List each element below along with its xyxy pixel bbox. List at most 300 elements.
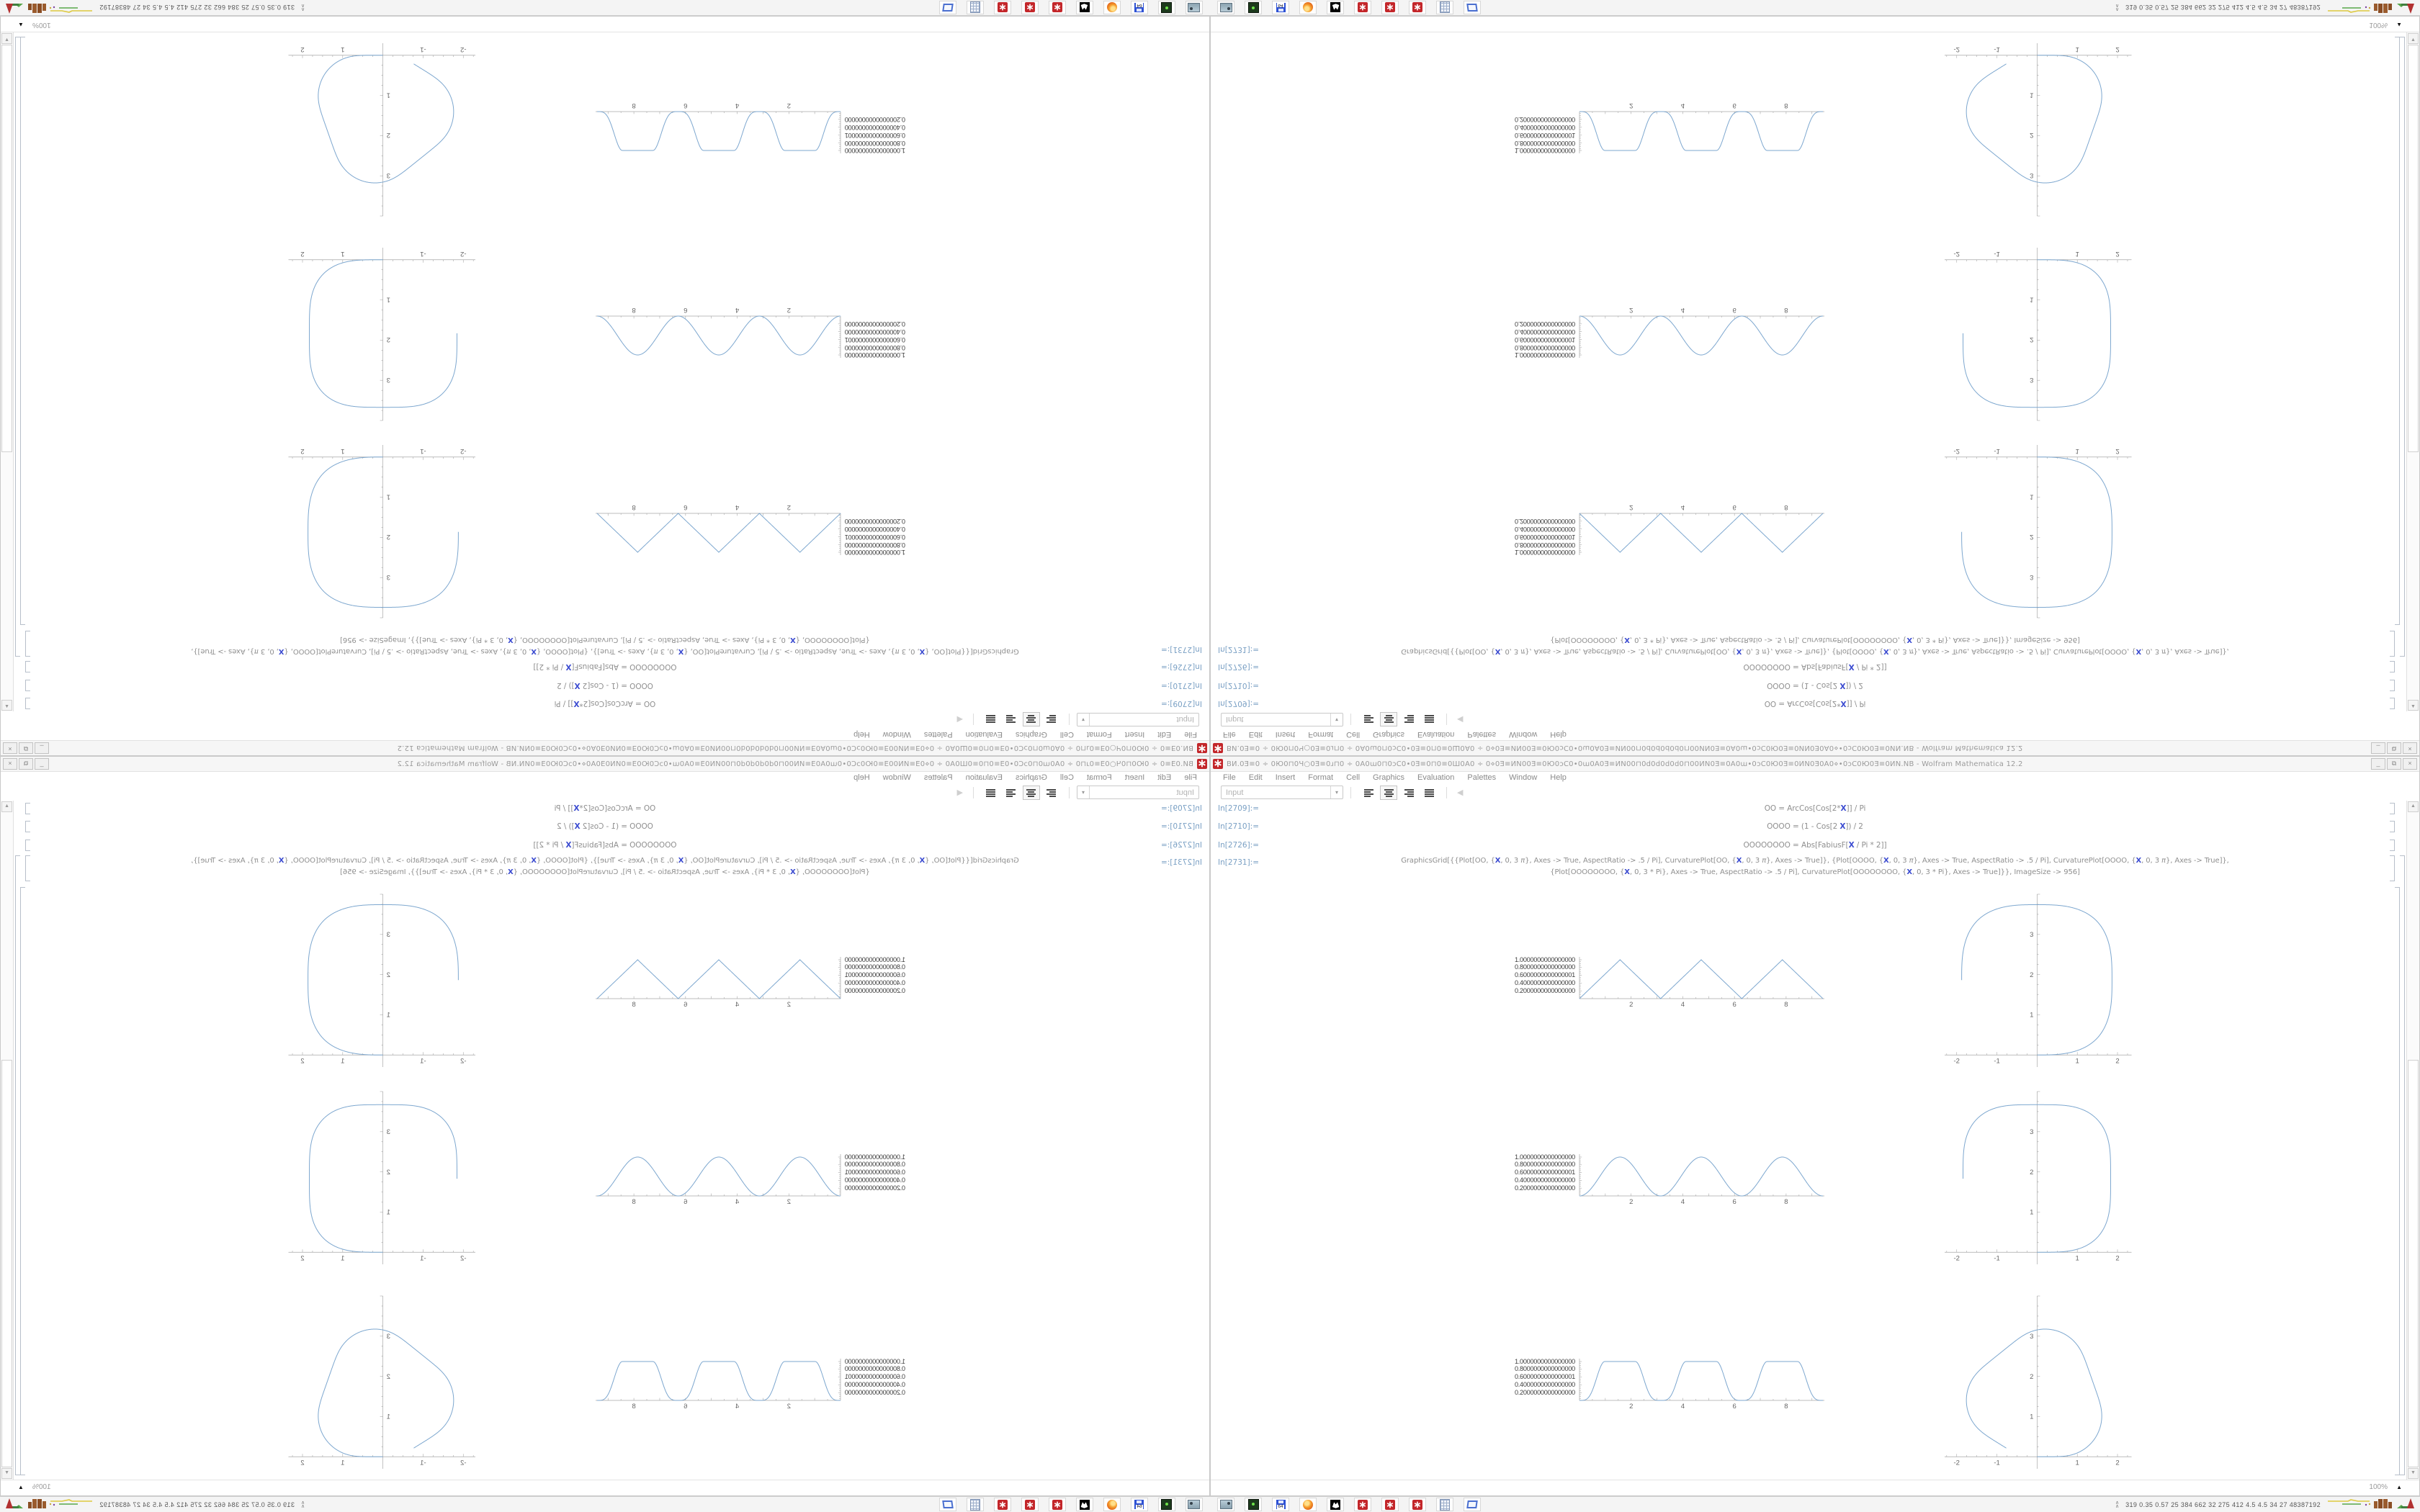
taskbar-button-screenshot-tool[interactable] — [1186, 1498, 1203, 1511]
scroll-down-icon[interactable]: ▼ — [1, 33, 12, 44]
system-monitor-graphs-icon — [1, 1495, 94, 1512]
mathematica-window — [0, 16, 1210, 756]
scrollbar-thumb[interactable] — [2408, 1060, 2419, 1467]
restore-button[interactable]: ⧉ — [2387, 742, 2401, 754]
notebook-content[interactable] — [1, 32, 1209, 711]
svg-text:3: 3 — [2030, 375, 2034, 384]
firefox-icon — [1107, 1500, 1117, 1510]
magnification-popup-icon[interactable]: ▲ — [2396, 1484, 2402, 1490]
taskbar-button-floppy-64[interactable] — [1131, 1, 1148, 14]
taskbar-button-wine-window[interactable] — [939, 1, 956, 14]
taskbar-button-calculator[interactable] — [967, 1, 984, 14]
align-right-icon — [1007, 716, 1016, 724]
curvature-plot — [284, 40, 479, 220]
wave-plot — [593, 305, 926, 361]
taskbar-button-mathematica-1[interactable] — [1354, 1498, 1371, 1511]
scroll-down-icon[interactable]: ▼ — [2408, 1468, 2419, 1479]
svg-text:1: 1 — [2075, 1254, 2079, 1263]
taskbar-button-mathematica-2[interactable] — [1021, 1498, 1039, 1511]
taskbar-button-mathematica-3[interactable] — [1409, 1, 1426, 14]
cell-style-dropdown[interactable] — [1221, 786, 1343, 799]
curvature-plot — [1941, 891, 2136, 1071]
align-center-button[interactable] — [1023, 786, 1040, 800]
window-statusbar — [1, 1480, 1209, 1495]
magnification-value[interactable]: 100% — [2369, 1483, 2388, 1491]
input-cell[interactable]: OO = ArcCos[Cos[2*X]] / Pi — [1764, 804, 1866, 813]
menu-palettes[interactable]: Palettes — [1467, 730, 1497, 739]
input-cell[interactable]: GraphicsGrid[{{Plot[OO, {X, 0, 3 π}, Axes -> True, AspectRatio -> .5 / Pi], CurvaturePlot[OO, {X, 0, 3 π}, Axes -> True]}, {Plot[OOOO, {X, 0, 3 π}, Axes -> True, AspectRatio -> .5 / Pi], CurvaturePlot[OOOO, {X, 0, 3 π}, Axes -> True]}, — [1401, 647, 2229, 655]
menu-graphics[interactable]: Graphics — [1373, 730, 1405, 739]
restore-button[interactable]: ⧉ — [19, 758, 33, 770]
menu-window[interactable]: Window — [1509, 773, 1538, 782]
cell-bracket[interactable] — [2390, 698, 2395, 709]
output-cell-bracket[interactable] — [2395, 887, 2400, 1475]
cell-bracket[interactable] — [2390, 680, 2395, 691]
output-cell-bracket[interactable] — [20, 887, 25, 1475]
svg-text:4: 4 — [735, 306, 740, 314]
taskbar-button-green-device[interactable] — [1158, 1, 1175, 14]
tray-expand-icon[interactable]: ∧ ∧ — [300, 3, 305, 12]
triangle-wave-plot — [593, 502, 845, 558]
tray-expand-icon[interactable]: ∧ ∧ — [2115, 3, 2120, 12]
notebook-content[interactable] — [1211, 801, 2419, 1480]
cell-bracket[interactable] — [2390, 661, 2395, 672]
curvature-plot — [1941, 40, 2136, 220]
titlebar[interactable] — [1, 757, 1209, 772]
taskbar-button-mathematica-3[interactable] — [994, 1, 1011, 14]
taskbar-button-firefox[interactable] — [1299, 1498, 1317, 1511]
mathematica-app-icon: ∗ — [1213, 742, 1223, 755]
back-arrow-icon[interactable]: ◀ — [956, 788, 963, 797]
svg-text:8: 8 — [632, 503, 636, 511]
taskbar-button-mathematica-2[interactable] — [1021, 1, 1039, 14]
tray-expand-icon[interactable]: ∧ ∧ — [2115, 1500, 2120, 1509]
green-device-icon — [1248, 1499, 1259, 1510]
green-device-icon — [1162, 2, 1173, 13]
cell-bracket[interactable] — [25, 840, 30, 851]
menu-window[interactable]: Window — [882, 773, 911, 782]
wine-window-icon — [1466, 4, 1478, 12]
cell-bracket[interactable] — [2390, 803, 2395, 814]
vertical-scrollbar[interactable] — [1, 801, 14, 1480]
in-label: In[2709]:= — [1218, 804, 1260, 813]
svg-text:6: 6 — [1732, 1198, 1736, 1206]
svg-text:8: 8 — [1784, 1001, 1788, 1009]
system-monitor-graphs-icon — [2326, 0, 2419, 17]
align-center-button[interactable] — [1380, 786, 1397, 800]
menu-help[interactable]: Help — [1550, 773, 1567, 782]
input-cell[interactable]: OO = ArcCos[Cos[2*X]] / Pi — [554, 804, 656, 813]
system-tray[interactable] — [1, 0, 305, 17]
system-tray[interactable] — [2115, 1495, 2419, 1512]
svg-text:2: 2 — [300, 249, 305, 258]
screenshot-tool-icon — [1220, 1500, 1232, 1509]
vertical-scrollbar[interactable] — [2406, 801, 2419, 1480]
justify-button[interactable] — [982, 786, 1000, 800]
close-button[interactable]: × — [2403, 758, 2417, 770]
align-left-button[interactable] — [1360, 713, 1377, 727]
svg-text:2: 2 — [386, 533, 390, 541]
curvature-plot — [1941, 1292, 2136, 1472]
svg-text:-1: -1 — [420, 1254, 426, 1263]
vertical-scrollbar[interactable] — [1, 32, 14, 711]
input-cell[interactable]: OOOOOOOO = Abs[FabiusF[X / Pi * 2]] — [1743, 841, 1887, 850]
menu-format[interactable]: Format — [1308, 730, 1334, 739]
wave-plot — [1494, 954, 1827, 1010]
window-title: ВИ.0Ǝ≡0 ÷ 0Ю0⊓0Ч○0Ǝ≡0ɹ⊓0 ÷ 0A0ɯ0⊓0ɔC0•0Ǝ≡0⊓0≡0Ш0A0 ÷ 0⋄0Ǝ≡ИN00Ǝ≡0Ю0ɔC0•0ɯ0A0Ǝ≡ИN00⊓0d0d0d0d0⊓00ИN0Ǝ≡0A0ɯ•0ɔC0Ю0Ǝ≡0ИN0Ǝ0A0⋄•0ɔC0Ю0Ǝ≡0ИN.NB - Wolfram Mathematica 12.2 — [1227, 760, 2023, 768]
svg-text:2: 2 — [386, 131, 390, 140]
align-right-button[interactable] — [1003, 786, 1020, 800]
graphics-grid-row — [1494, 244, 2136, 424]
input-cell[interactable]: {Plot[OOOOOOOO, {X, 0, 3 * Pi}, Axes -> True, AspectRatio -> .5 / Pi], CurvaturePlot[OOOOOOOO, {X, 0, 3 * Pi}, Axes -> True]}}, ImageSize -> 956] — [1550, 868, 2080, 876]
chevron-down-icon[interactable]: ▾ — [1330, 714, 1343, 726]
magnification-popup-icon[interactable]: ▲ — [2396, 22, 2402, 28]
taskbar-button-fox-app[interactable] — [1076, 1, 1093, 14]
menu-graphics[interactable]: Graphics — [1373, 773, 1405, 782]
in-label: In[2709]:= — [1160, 804, 1202, 813]
in-label: In[2731]:= — [1160, 645, 1202, 654]
back-arrow-icon[interactable]: ◀ — [1457, 715, 1464, 724]
fabius-bump-plot — [1575, 100, 1827, 156]
justify-icon — [987, 716, 996, 724]
taskbar-button-fox-app[interactable] — [1327, 1, 1344, 14]
menu-insert[interactable]: Insert — [1275, 730, 1296, 739]
svg-text:-1: -1 — [420, 249, 426, 258]
align-right-button[interactable] — [1400, 786, 1417, 800]
cell-bracket[interactable] — [2390, 855, 2395, 881]
wave-plot — [593, 1356, 926, 1412]
menu-cell[interactable]: Cell — [1346, 730, 1361, 739]
menu-window[interactable]: Window — [882, 730, 911, 739]
menubar — [1, 729, 1209, 740]
input-cell[interactable]: OO = ArcCos[Cos[2*X]] / Pi — [554, 699, 656, 708]
cell-bracket[interactable] — [2390, 821, 2395, 832]
back-arrow-icon[interactable]: ◀ — [956, 715, 963, 724]
svg-text:1: 1 — [386, 1011, 390, 1020]
notebook-content[interactable] — [1211, 32, 2419, 711]
input-cell[interactable]: OOOO = (1 - Cos[2 X]) / 2 — [1767, 681, 1863, 690]
taskbar-button-mathematica-1[interactable] — [1049, 1, 1066, 14]
justify-button[interactable] — [1420, 713, 1438, 727]
magnification-value[interactable]: 100% — [2369, 21, 2388, 29]
screen — [0, 756, 1210, 1512]
magnification-popup-icon[interactable]: ▲ — [18, 22, 24, 28]
menu-edit[interactable]: Edit — [1248, 730, 1263, 739]
input-cell[interactable]: {Plot[OOOOOOOO, {X, 0, 3 * Pi}, Axes -> True, AspectRatio -> .5 / Pi], CurvaturePlot[OOOOOOOO, {X, 0, 3 * Pi}, Axes -> True]}}, ImageSize -> 956] — [340, 868, 870, 876]
taskbar-button-green-device[interactable] — [1245, 1498, 1262, 1511]
menu-insert[interactable]: Insert — [1124, 773, 1145, 782]
align-left-button[interactable] — [1043, 786, 1060, 800]
toolbar-separator — [1350, 714, 1351, 726]
input-cell[interactable]: OOOOOOOO = Abs[FabiusF[X / Pi * 2]] — [1743, 662, 1887, 671]
close-button[interactable]: × — [2403, 742, 2417, 754]
taskbar-button-calculator[interactable] — [967, 1498, 984, 1511]
justify-icon — [1425, 788, 1434, 797]
menu-format[interactable]: Format — [1086, 730, 1112, 739]
svg-text:3: 3 — [386, 572, 390, 581]
taskbar-button-fox-app[interactable] — [1076, 1498, 1093, 1511]
scroll-down-icon[interactable]: ▼ — [2408, 33, 2419, 44]
mathematica-window — [1210, 16, 2420, 756]
tray-expand-icon[interactable]: ∧ ∧ — [300, 1500, 305, 1509]
cell-group-bracket[interactable] — [2400, 855, 2405, 1475]
align-left-button[interactable] — [1043, 713, 1060, 727]
taskbar-button-wine-window[interactable] — [1464, 1498, 1481, 1511]
svg-text:1: 1 — [386, 295, 390, 304]
curvature-plot — [284, 441, 479, 621]
cell-style-dropdown[interactable] — [1077, 786, 1199, 799]
toolbar-separator — [1446, 787, 1447, 798]
cell-group-bracket[interactable] — [15, 855, 20, 1475]
menu-help[interactable]: Help — [853, 730, 870, 739]
cell-bracket[interactable] — [25, 631, 30, 657]
scroll-down-icon[interactable]: ▼ — [1, 1468, 12, 1479]
menu-edit[interactable]: Edit — [1248, 773, 1263, 782]
y-axis-tick-labels: 1.0000000000000000 0.8000000000000000 0.6000000000000001 0.4000000000000000 0.2000000000000000 — [845, 955, 906, 994]
format-toolbar — [1, 784, 1209, 801]
menu-edit[interactable]: Edit — [1157, 773, 1172, 782]
notebook-content[interactable] — [1, 801, 1209, 1480]
screen-quadrant-bottom-left-mirrored — [0, 756, 1210, 1512]
mathematica-icon: ∗ — [1386, 2, 1394, 14]
raised-cosine-plot — [593, 1151, 845, 1207]
cell-group-bracket[interactable] — [15, 37, 20, 657]
firefox-icon — [1303, 1500, 1313, 1510]
wave-plot — [1494, 1151, 1827, 1207]
close-button[interactable]: × — [3, 742, 17, 754]
titlebar[interactable] — [1211, 757, 2419, 772]
scrollbar-thumb[interactable] — [2408, 45, 2419, 452]
taskbar-button-floppy-64[interactable] — [1272, 1498, 1289, 1511]
input-cell[interactable]: GraphicsGrid[{{Plot[OO, {X, 0, 3 π}, Axes -> True, AspectRatio -> .5 / Pi], CurvaturePlot[OO, {X, 0, 3 π}, Axes -> True]}, {Plot[OOOO, {X, 0, 3 π}, Axes -> True, AspectRatio -> .5 / Pi], CurvaturePlot[OOOO, {X, 0, 3 π}, Axes -> True]}, — [191, 647, 1019, 655]
align-right-icon — [1007, 788, 1016, 797]
scroll-up-icon[interactable]: ▲ — [2408, 700, 2419, 711]
cell-bracket[interactable] — [25, 803, 30, 814]
svg-text:1: 1 — [2075, 446, 2079, 455]
chevron-down-icon[interactable]: ▾ — [1330, 786, 1343, 798]
taskbar-button-screenshot-tool[interactable] — [1217, 1498, 1234, 1511]
taskbar-button-green-device[interactable] — [1158, 1498, 1175, 1511]
svg-text:-2: -2 — [1953, 1254, 1960, 1263]
menu-palettes[interactable]: Palettes — [1467, 773, 1497, 782]
titlebar[interactable] — [1, 740, 1209, 755]
svg-text:6: 6 — [1732, 1403, 1736, 1410]
align-right-button[interactable] — [1400, 713, 1417, 727]
floppy-disk-icon: 64 — [1276, 3, 1286, 12]
menu-help[interactable]: Help — [1550, 730, 1567, 739]
output-cell-bracket[interactable] — [20, 37, 25, 625]
menu-insert[interactable]: Insert — [1124, 730, 1145, 739]
input-cell[interactable]: OO = ArcCos[Cos[2*X]] / Pi — [1764, 699, 1866, 708]
menu-evaluation[interactable]: Evaluation — [965, 773, 1003, 782]
menu-format[interactable]: Format — [1086, 773, 1112, 782]
svg-text:4: 4 — [735, 1198, 740, 1206]
cell-bracket[interactable] — [25, 680, 30, 691]
menu-format[interactable]: Format — [1308, 773, 1334, 782]
menu-cell[interactable]: Cell — [1059, 730, 1074, 739]
taskbar-button-firefox[interactable] — [1103, 1, 1121, 14]
chevron-down-icon[interactable]: ▾ — [1077, 786, 1090, 798]
system-monitor-graphs-icon — [2326, 1495, 2419, 1512]
menu-cell[interactable]: Cell — [1346, 773, 1361, 782]
in-label: In[2726]:= — [1218, 841, 1260, 850]
input-cell[interactable]: OOOOOOOO = Abs[FabiusF[X / Pi * 2]] — [533, 662, 677, 671]
menu-cell[interactable]: Cell — [1059, 773, 1074, 782]
restore-button[interactable]: ⧉ — [19, 742, 33, 754]
scroll-up-icon[interactable]: ▲ — [1, 801, 12, 812]
cell-style-dropdown[interactable] — [1221, 713, 1343, 726]
taskbar-button-firefox[interactable] — [1299, 1, 1317, 14]
taskbar-button-calculator[interactable] — [1436, 1498, 1453, 1511]
wave-plot — [593, 954, 926, 1010]
menu-edit[interactable]: Edit — [1157, 730, 1172, 739]
cell-bracket[interactable] — [2390, 631, 2395, 657]
svg-text:3: 3 — [2030, 171, 2034, 179]
system-tray[interactable] — [1, 1495, 305, 1512]
cell-bracket[interactable] — [25, 661, 30, 672]
menu-evaluation[interactable]: Evaluation — [1417, 773, 1455, 782]
menu-file[interactable]: File — [1184, 773, 1197, 782]
align-right-button[interactable] — [1003, 713, 1020, 727]
chevron-down-icon[interactable]: ▾ — [1077, 714, 1090, 726]
raised-cosine-plot — [1575, 305, 1827, 361]
menu-evaluation[interactable]: Evaluation — [1417, 730, 1455, 739]
taskbar — [0, 1496, 1210, 1512]
justify-button[interactable] — [982, 713, 1000, 727]
svg-text:2: 2 — [1629, 1403, 1634, 1410]
magnification-value[interactable]: 100% — [32, 1483, 51, 1491]
input-cell[interactable]: OOOO = (1 - Cos[2 X]) / 2 — [1767, 822, 1863, 831]
taskbar-button-floppy-64[interactable] — [1272, 1, 1289, 14]
align-center-button[interactable] — [1380, 713, 1397, 727]
cell-group-bracket[interactable] — [2400, 37, 2405, 657]
scroll-up-icon[interactable]: ▲ — [2408, 801, 2419, 812]
taskbar-button-fox-app[interactable] — [1327, 1498, 1344, 1511]
menu-file[interactable]: File — [1223, 730, 1236, 739]
toolbar-separator — [973, 714, 974, 726]
taskbar-button-mathematica-2[interactable] — [1381, 1498, 1399, 1511]
input-cell[interactable]: OOOOOOOO = Abs[FabiusF[X / Pi * 2]] — [533, 841, 677, 850]
minimize-button[interactable]: _ — [35, 758, 49, 770]
taskbar-button-floppy-64[interactable] — [1131, 1498, 1148, 1511]
input-cell[interactable]: OOOO = (1 - Cos[2 X]) / 2 — [557, 822, 653, 831]
svg-text:6: 6 — [1732, 503, 1736, 511]
curvature-plot — [284, 1292, 479, 1472]
wave-plot — [593, 502, 926, 558]
magnification-popup-icon[interactable]: ▲ — [18, 1484, 24, 1490]
menu-graphics[interactable]: Graphics — [1015, 773, 1047, 782]
menu-graphics[interactable]: Graphics — [1015, 730, 1047, 739]
svg-text:2: 2 — [386, 336, 390, 344]
taskbar-button-mathematica-3[interactable] — [994, 1498, 1011, 1511]
menu-file[interactable]: File — [1184, 730, 1197, 739]
svg-text:2: 2 — [2115, 45, 2120, 53]
graphics-grid-row — [284, 441, 926, 621]
taskbar-button-mathematica-3[interactable] — [1409, 1498, 1426, 1511]
svg-text:4: 4 — [1680, 1403, 1685, 1410]
scroll-up-icon[interactable]: ▲ — [1, 700, 12, 711]
minimize-button[interactable]: _ — [2371, 758, 2385, 770]
input-cell[interactable]: GraphicsGrid[{{Plot[OO, {X, 0, 3 π}, Axes -> True, AspectRatio -> .5 / Pi], CurvaturePlot[OO, {X, 0, 3 π}, Axes -> True]}, {Plot[OOOO, {X, 0, 3 π}, Axes -> True, AspectRatio -> .5 / Pi], CurvaturePlot[OOOO, {X, 0, 3 π}, Axes -> True]}, — [1401, 857, 2229, 865]
svg-text:2: 2 — [2030, 336, 2034, 344]
svg-text:2: 2 — [2115, 249, 2120, 258]
magnification-value[interactable]: 100% — [32, 21, 51, 29]
svg-text:1: 1 — [341, 249, 345, 258]
input-cell[interactable]: OOOO = (1 - Cos[2 X]) / 2 — [557, 681, 653, 690]
justify-button[interactable] — [1420, 786, 1438, 800]
input-cell[interactable]: GraphicsGrid[{{Plot[OO, {X, 0, 3 π}, Axes -> True, AspectRatio -> .5 / Pi], CurvaturePlot[OO, {X, 0, 3 π}, Axes -> True]}, {Plot[OOOO, {X, 0, 3 π}, Axes -> True, AspectRatio -> .5 / Pi], CurvaturePlot[OOOO, {X, 0, 3 π}, Axes -> True]}, — [191, 857, 1019, 865]
svg-text:2: 2 — [1629, 306, 1634, 314]
minimize-button[interactable]: _ — [35, 742, 49, 754]
cell-bracket[interactable] — [25, 698, 30, 709]
output-cell-bracket[interactable] — [2395, 37, 2400, 625]
cell-bracket[interactable] — [25, 821, 30, 832]
taskbar-button-firefox[interactable] — [1103, 1498, 1121, 1511]
align-left-button[interactable] — [1360, 786, 1377, 800]
vertical-scrollbar[interactable] — [2406, 32, 2419, 711]
scrollbar-thumb[interactable] — [1, 45, 12, 452]
svg-text:8: 8 — [632, 102, 636, 109]
scrollbar-thumb[interactable] — [1, 1060, 12, 1467]
taskbar-button-mathematica-1[interactable] — [1049, 1498, 1066, 1511]
cell-bracket[interactable] — [2390, 840, 2395, 851]
taskbar-button-wine-window[interactable] — [939, 1498, 956, 1511]
window-title: ВИ.0Ǝ≡0 ÷ 0Ю0⊓0Ч○0Ǝ≡0ɹ⊓0 ÷ 0A0ɯ0⊓0ɔC0•0Ǝ≡0⊓0≡0Ш0A0 ÷ 0⋄0Ǝ≡ИN00Ǝ≡0Ю0ɔC0•0ɯ0A0Ǝ≡ИN00⊓0d0d0d0d0⊓00ИN0Ǝ≡0A0ɯ•0ɔC0Ю0Ǝ≡0ИN0Ǝ0A0⋄•0ɔC0Ю0Ǝ≡0ИN.NB - Wolfram Mathematica 12.2 — [1227, 744, 2023, 752]
taskbar-button-wine-window[interactable] — [1464, 1, 1481, 14]
svg-text:-1: -1 — [1994, 1057, 2000, 1066]
svg-text:3: 3 — [386, 1128, 390, 1137]
input-cell[interactable]: {Plot[OOOOOOOO, {X, 0, 3 * Pi}, Axes -> True, AspectRatio -> .5 / Pi], CurvaturePlot[OOOOOOOO, {X, 0, 3 * Pi}, Axes -> True]}}, ImageSize -> 956] — [1550, 636, 2080, 644]
input-cell[interactable]: {Plot[OOOOOOOO, {X, 0, 3 * Pi}, Axes -> True, AspectRatio -> .5 / Pi], CurvaturePlot[OOOOOOOO, {X, 0, 3 * Pi}, Axes -> True]}}, ImageSize -> 956] — [340, 636, 870, 644]
menu-file[interactable]: File — [1223, 773, 1236, 782]
taskbar-button-screenshot-tool[interactable] — [1186, 1, 1203, 14]
taskbar-button-mathematica-2[interactable] — [1381, 1, 1399, 14]
minimize-button[interactable]: _ — [2371, 742, 2385, 754]
graphics-grid-row — [284, 244, 926, 424]
menu-evaluation[interactable]: Evaluation — [965, 730, 1003, 739]
calculator-icon — [1440, 1499, 1450, 1511]
cell-bracket[interactable] — [25, 855, 30, 881]
taskbar-button-green-device[interactable] — [1245, 1, 1262, 14]
taskbar-button-mathematica-1[interactable] — [1354, 1, 1371, 14]
svg-text:1: 1 — [2075, 1459, 2079, 1467]
taskbar-button-calculator[interactable] — [1436, 1, 1453, 14]
menu-palettes[interactable]: Palettes — [923, 730, 953, 739]
menu-help[interactable]: Help — [853, 773, 870, 782]
back-arrow-icon[interactable]: ◀ — [1457, 788, 1464, 797]
raised-cosine-plot — [593, 305, 845, 361]
align-center-button[interactable] — [1023, 713, 1040, 727]
y-axis-tick-labels: 1.0000000000000000 0.8000000000000000 0.6000000000000001 0.4000000000000000 0.2000000000000000 — [845, 518, 906, 557]
svg-text:2: 2 — [1629, 102, 1634, 109]
menu-palettes[interactable]: Palettes — [923, 773, 953, 782]
system-tray[interactable] — [2115, 0, 2419, 17]
titlebar[interactable] — [1211, 740, 2419, 755]
graphics-grid-row — [1494, 1292, 2136, 1472]
taskbar-button-screenshot-tool[interactable] — [1217, 1, 1234, 14]
format-toolbar — [1211, 784, 2419, 801]
fabius-bump-plot — [593, 1356, 845, 1412]
menu-window[interactable]: Window — [1509, 730, 1538, 739]
screenshot-tool-icon — [1220, 3, 1232, 12]
svg-text:4: 4 — [735, 102, 740, 109]
cell-style-dropdown[interactable] — [1077, 713, 1199, 726]
menu-insert[interactable]: Insert — [1275, 773, 1296, 782]
restore-button[interactable]: ⧉ — [2387, 758, 2401, 770]
svg-text:2: 2 — [786, 1198, 791, 1206]
close-button[interactable]: × — [3, 758, 17, 770]
system-monitor-graphs-icon — [1, 0, 94, 17]
